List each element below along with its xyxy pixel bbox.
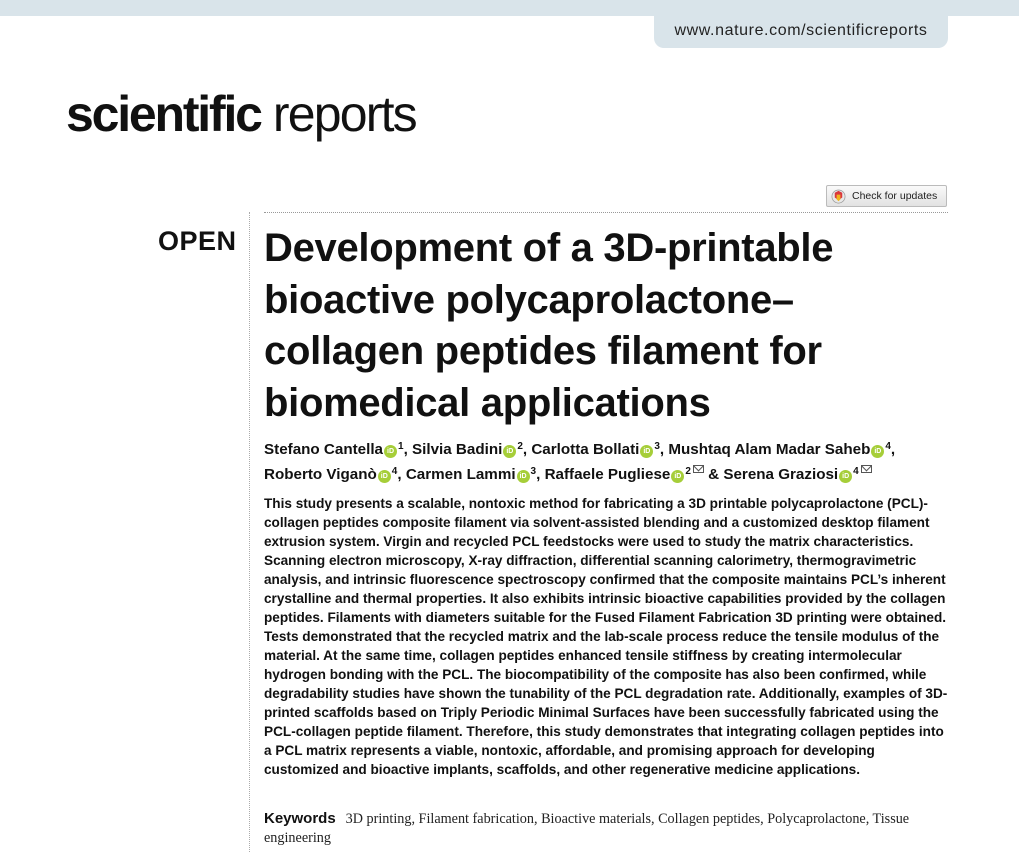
orcid-icon[interactable]: iD <box>378 470 391 483</box>
affiliation-number[interactable]: 4 <box>391 466 398 477</box>
affiliation-number[interactable]: 3 <box>654 441 660 452</box>
logo-bold-text: scientific <box>66 86 261 142</box>
open-access-label: OPEN <box>158 226 237 256</box>
author-name[interactable]: Raffaele Pugliese <box>544 466 671 483</box>
author-name[interactable]: Mushtaq Alam Madar Saheb <box>668 441 871 458</box>
author-separator: & <box>703 466 724 483</box>
author-separator: , <box>659 441 669 458</box>
orcid-icon[interactable]: iD <box>671 470 684 483</box>
keywords-label: Keywords <box>264 810 336 827</box>
affiliation-number[interactable]: 3 <box>530 466 537 477</box>
affiliation-number[interactable]: 4 <box>885 441 891 452</box>
email-icon[interactable] <box>693 465 704 473</box>
author-name[interactable]: Stefano Cantella <box>264 441 383 458</box>
journal-logo[interactable] <box>66 82 416 146</box>
article-title: Development of a 3D-printable bioactive polycaprolactone–collagen peptides filament for biomedical applications <box>264 226 834 425</box>
affiliation-number[interactable]: 2 <box>517 441 523 452</box>
check-for-updates-label: Check for updates <box>852 190 938 202</box>
email-icon[interactable] <box>861 465 872 473</box>
author-separator: , <box>890 441 896 458</box>
author-name[interactable]: Serena Graziosi <box>723 466 839 483</box>
divider-top <box>264 212 948 213</box>
orcid-icon[interactable]: iD <box>517 470 530 483</box>
check-for-updates-button[interactable] <box>826 185 947 207</box>
author[interactable] <box>723 466 871 483</box>
journal-url[interactable]: www.nature.com/scientificreports <box>654 14 948 48</box>
author-separator: , <box>536 466 545 483</box>
orcid-icon[interactable]: iD <box>503 445 516 458</box>
abstract-text: This study presents a scalable, nontoxic method for fabricating a 3D printable polycaprolactone (PCL)-collagen peptides composite filament via solvent-assisted blending and a customized desktop filament extrusion system. Virgin and recycled PCL feedstocks were used to study the matrix characteristics. Scanning electron microscopy, X-ray diffraction, differential scanning calorimetry, thermogravimetric analysis, and intrinsic fluorescence spectroscopy confirmed that the composite maintains PCL’s inherent crystalline and thermal properties. It also exhibits intrinsic bioactive capabilities provided by the collagen peptides. Filaments with diameters suitable for the Fused Filament Fabrication 3D printing were obtained. Tests demonstrated that the recycled matrix and the lab-scale process reduce the tensile modulus of the material. At the same time, collagen peptides enhanced tensile stiffness by creating intermolecular hydrogen bonding with the PCL. The biocompatibility of the composite has also been confirmed, while degradability studies have shown the tunability of the PCL degradation rate. Additionally, examples of 3D-printed scaffolds based on Triply Periodic Minimal Surfaces have been successfully fabricated using the PCL-collagen peptide filament. Therefore, this study demonstrates that integrating collagen peptides into a PCL matrix represents a viable, nontoxic, affordable, and promising approach for developing customized and bioactive implants, scaffolds, and other regenerative medicine applications. <box>264 496 948 777</box>
author-separator: , <box>397 466 406 483</box>
abstract <box>264 494 948 779</box>
author[interactable] <box>264 441 404 458</box>
orcid-icon[interactable]: iD <box>839 470 852 483</box>
crossmark-icon <box>831 189 846 204</box>
affiliation-number[interactable]: 4 <box>853 466 859 477</box>
author[interactable] <box>531 441 660 458</box>
author[interactable] <box>545 466 704 483</box>
keywords-list: 3D printing, Filament fabrication, Bioactive materials, Collagen peptides, Polycaprolactone, Tissue engineering <box>264 811 910 846</box>
author-separator: , <box>522 441 532 458</box>
author-name[interactable]: Silvia Badini <box>412 441 503 458</box>
logo-light-text: reports <box>272 86 416 142</box>
orcid-icon[interactable]: iD <box>640 445 653 458</box>
author[interactable] <box>412 441 523 458</box>
author-list <box>264 436 964 486</box>
orcid-icon[interactable]: iD <box>871 445 884 458</box>
divider-left <box>249 212 250 852</box>
author[interactable] <box>406 466 536 483</box>
author[interactable] <box>668 441 891 458</box>
author-name[interactable]: Carmen Lammi <box>405 466 516 483</box>
keywords <box>264 809 948 848</box>
author-separator: , <box>403 441 413 458</box>
author[interactable] <box>264 466 397 483</box>
affiliation-number[interactable]: 1 <box>398 441 404 452</box>
author-name[interactable]: Roberto Viganò <box>264 466 377 483</box>
affiliation-number[interactable]: 2 <box>685 466 691 477</box>
author-name[interactable]: Carlotta Bollati <box>531 441 640 458</box>
orcid-icon[interactable]: iD <box>384 445 397 458</box>
